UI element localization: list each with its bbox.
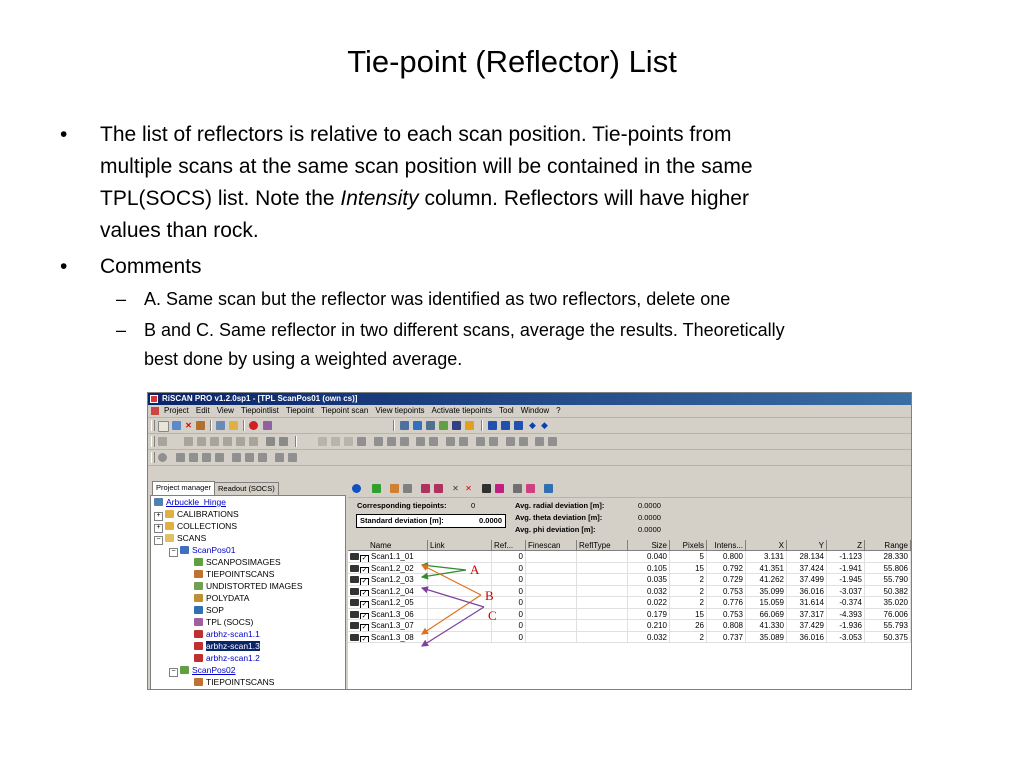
bullet-dot: •	[60, 255, 68, 278]
active-checkbox[interactable]: ✓	[361, 578, 368, 585]
tree-node-tpl-socs[interactable]: TPL (SOCS)	[194, 616, 253, 628]
tool-icon[interactable]	[476, 437, 485, 446]
view-icon-5[interactable]	[452, 421, 461, 430]
tool-icon[interactable]	[266, 437, 275, 446]
tool-icon[interactable]	[421, 484, 430, 493]
scan-icon	[194, 654, 203, 662]
tool-icon[interactable]	[288, 453, 297, 462]
column-header-pixels[interactable]: Pixels	[670, 540, 707, 551]
cell-pixels: 2	[670, 586, 707, 598]
cell-y: 37.499	[787, 574, 827, 586]
cell-pixels: 15	[670, 563, 707, 575]
corr-tiepoints-value: 0	[471, 501, 476, 510]
cell-z: -0.374	[827, 597, 865, 609]
tool-icon[interactable]	[215, 453, 224, 462]
tool-icon[interactable]	[197, 437, 206, 446]
tiepoint-list-pane	[348, 481, 911, 690]
column-header-name[interactable]: Name	[348, 540, 428, 551]
sop-icon	[194, 606, 203, 614]
menu-item-tiepoint-scan[interactable]: Tiepoint scan	[321, 406, 369, 415]
cell-text: Scan1.2_03	[371, 575, 414, 584]
view-icon-3[interactable]	[426, 421, 435, 430]
tree-node-scan-1-2[interactable]: arbhz-scan1.2	[194, 652, 260, 664]
cell-pixels: 2	[670, 574, 707, 586]
tool-icon[interactable]	[232, 453, 241, 462]
project-manager-pane	[150, 481, 346, 690]
column-header-ref[interactable]: Ref...	[492, 540, 526, 551]
cell-range: 35.020	[865, 597, 911, 609]
tool-icon[interactable]	[275, 453, 284, 462]
view-icon-1[interactable]	[400, 421, 409, 430]
tiepointscans-icon	[194, 678, 203, 686]
tree-node-scan-1-1[interactable]: arbhz-scan1.1	[194, 628, 260, 640]
menu-item-view[interactable]: View	[216, 406, 234, 415]
deviation-info-panel	[348, 498, 911, 540]
cell-ref: 0	[492, 586, 526, 598]
annotation-label-a: A	[470, 562, 480, 577]
tree-node-project[interactable]: Arbuckle_Hinge	[154, 496, 226, 508]
view-icon-6[interactable]	[465, 421, 474, 430]
cell-ref: 0	[492, 597, 526, 609]
bullet-text-line	[100, 183, 990, 215]
app-icon	[150, 395, 158, 403]
cell-x: 41.262	[746, 574, 787, 586]
tool-icon[interactable]	[318, 437, 327, 446]
cell-x: 3.131	[746, 551, 787, 563]
tool-icon[interactable]	[459, 437, 468, 446]
tool-icon[interactable]	[506, 437, 515, 446]
active-checkbox[interactable]: ✓	[361, 624, 368, 631]
tool-icon[interactable]	[158, 437, 167, 446]
cell-pixels: 15	[670, 609, 707, 621]
cell-pixels: 5	[670, 551, 707, 563]
active-checkbox[interactable]: ✓	[361, 612, 368, 620]
tree-node-scanposimages[interactable]: SCANPOSIMAGES	[194, 556, 281, 568]
std-deviation-label: Standard deviation [m]:	[360, 516, 444, 525]
tool-icon[interactable]	[258, 453, 267, 462]
tool-icon[interactable]	[189, 453, 198, 462]
new-icon[interactable]	[158, 421, 169, 432]
layout-icon-2[interactable]	[501, 421, 510, 430]
scan-icon	[194, 630, 203, 638]
active-checkbox[interactable]: ✓	[361, 566, 368, 574]
cell-intens: 0.808	[707, 620, 746, 632]
tool-icon[interactable]	[223, 437, 232, 446]
cell-intens: 0.737	[707, 632, 746, 644]
menu-item-help[interactable]: ?	[556, 406, 561, 415]
toolbar-3	[148, 450, 911, 466]
cell-z: -1.936	[827, 620, 865, 632]
tool-icon[interactable]	[344, 437, 353, 446]
active-checkbox[interactable]: ✓	[361, 635, 368, 643]
cell-ref: 0	[492, 609, 526, 621]
arrow-c-1	[422, 588, 484, 607]
cell-intens: 0.753	[707, 609, 746, 621]
tool-icon[interactable]	[429, 437, 438, 446]
tool-icon[interactable]	[416, 437, 425, 446]
std-deviation-box	[356, 514, 506, 528]
delete-icon[interactable]: ✕	[452, 484, 459, 493]
collapse-icon[interactable]: −	[154, 536, 163, 545]
cell-size: 0.105	[628, 563, 670, 575]
phi-deviation-value: 0.0000	[638, 525, 661, 534]
tool-icon[interactable]	[184, 437, 193, 446]
view-icon-4[interactable]	[439, 421, 448, 430]
flag-icon[interactable]	[482, 484, 491, 493]
cell-range: 76.006	[865, 609, 911, 621]
tiepoint-table	[348, 540, 911, 690]
folder-icon	[165, 510, 174, 518]
tool-icon[interactable]	[176, 453, 185, 462]
sub-bullet-item	[60, 285, 990, 314]
cell-pixels: 2	[670, 597, 707, 609]
cell-x: 15.059	[746, 597, 787, 609]
toolbar-1	[148, 418, 911, 434]
polydata-icon	[194, 594, 203, 602]
cell-y: 31.614	[787, 597, 827, 609]
bullet-item	[60, 251, 990, 283]
cell-pixels: 26	[670, 620, 707, 632]
cell-text: Scan1.2_02	[371, 563, 414, 573]
cell-z: -1.941	[827, 563, 865, 575]
arrow-a-1	[422, 565, 466, 570]
column-header-range[interactable]: Range	[865, 540, 911, 551]
column-header-refltype[interactable]: ReflType	[577, 540, 628, 551]
bullet-item	[60, 119, 990, 247]
cell-ref: 0	[492, 551, 526, 563]
tool-icon[interactable]	[245, 453, 254, 462]
cell-range: 55.793	[865, 620, 911, 632]
active-checkbox[interactable]: ✓	[361, 601, 368, 608]
tool-icon[interactable]	[279, 437, 288, 446]
cell-x: 41.330	[746, 620, 787, 632]
cell-ref: 0	[492, 563, 526, 575]
cell-x: 35.089	[746, 632, 787, 644]
cell-ref: 0	[492, 620, 526, 632]
cell-size: 0.179	[628, 609, 670, 621]
active-checkbox[interactable]: ✓	[361, 589, 368, 597]
menu-item-activate-tiepoints[interactable]: Activate tiepoints	[431, 406, 493, 415]
cell-ref: 0	[492, 574, 526, 586]
view-icon-2[interactable]	[413, 421, 422, 430]
cell-ref: 0	[492, 632, 526, 644]
cell-y: 37.424	[787, 563, 827, 575]
column-header-finescan[interactable]: Finescan	[526, 540, 577, 551]
cell-size: 0.022	[628, 597, 670, 609]
cell-text: Scan1.1_01	[371, 552, 414, 561]
expand-icon[interactable]: +	[154, 524, 163, 533]
delete-all-icon[interactable]: ✕	[465, 484, 472, 493]
cell-z: -1.123	[827, 551, 865, 563]
menu-item-project[interactable]: Project	[164, 406, 189, 415]
cell-text: Scan1.3_08	[371, 632, 414, 642]
tool-icon[interactable]	[403, 484, 412, 493]
bullet-text-part: column. Reflectors will have higher	[418, 187, 749, 210]
tool-icon[interactable]	[489, 437, 498, 446]
tree-node-scanpos02[interactable]: − ScanPos02	[169, 664, 235, 676]
window-title: RiSCAN PRO v1.2.0sp1 - [TPL ScanPos01 (own cs)]	[162, 394, 358, 403]
bullet-text: Comments	[100, 255, 202, 278]
annotation-label-c: C	[488, 608, 497, 623]
cell-size: 0.040	[628, 551, 670, 563]
column-header-link[interactable]: Link	[428, 540, 492, 551]
tool-icon[interactable]	[548, 437, 557, 446]
tree-node-scans[interactable]: − SCANS	[154, 532, 206, 544]
layout-icon-3[interactable]	[514, 421, 523, 430]
column-header-y[interactable]: Y	[787, 540, 827, 551]
cell-intens: 0.776	[707, 597, 746, 609]
tool-icon[interactable]	[202, 453, 211, 462]
column-header-size[interactable]: Size	[628, 540, 670, 551]
tool-icon[interactable]	[374, 437, 383, 446]
images-icon	[194, 558, 203, 566]
folder-icon	[165, 522, 174, 530]
tool-icon[interactable]	[513, 484, 522, 493]
refresh-icon[interactable]	[372, 484, 381, 493]
scanner-icon	[180, 666, 189, 674]
app-screenshot	[147, 392, 912, 690]
column-header-z[interactable]: Z	[827, 540, 865, 551]
sub-bullet-text: best done by using a weighted average.	[144, 349, 463, 369]
cell-x: 41.351	[746, 563, 787, 575]
cell-size: 0.032	[628, 586, 670, 598]
tool-icon[interactable]	[519, 437, 528, 446]
cell-z: -3.053	[827, 632, 865, 644]
system-menu-icon[interactable]	[151, 407, 159, 415]
cell-y: 28.134	[787, 551, 827, 563]
cell-intens: 0.753	[707, 586, 746, 598]
cell-x: 35.099	[746, 586, 787, 598]
tiepoint-list-icon	[194, 618, 203, 626]
properties-icon[interactable]	[216, 421, 225, 430]
tree-node-collections[interactable]: + COLLECTIONS	[154, 520, 237, 532]
bullet-text-part: TPL(SOCS) list. Note the	[100, 187, 341, 210]
sub-bullet-item	[60, 316, 990, 374]
scanner-icon	[180, 546, 189, 554]
tab-readout-socs[interactable]: Readout (SOCS)	[214, 482, 279, 495]
menu-item-tiepoint[interactable]: Tiepoint	[285, 406, 315, 415]
back-arrow-icon[interactable]: ◆	[529, 420, 536, 430]
cell-range: 50.375	[865, 632, 911, 644]
collapse-icon[interactable]: −	[169, 668, 178, 677]
images-icon	[194, 582, 203, 590]
sub-bullet-text: A. Same scan but the reflector was identified as two reflectors, delete one	[144, 289, 731, 309]
tool-icon[interactable]	[331, 437, 340, 446]
toolbar-2	[148, 434, 911, 450]
tool-icon[interactable]	[249, 437, 258, 446]
menu-item-tiepointlist[interactable]: Tiepointlist	[240, 406, 279, 415]
tree-node-calibrations[interactable]: + CALIBRATIONS	[154, 508, 239, 520]
bullet-dot: •	[60, 123, 68, 146]
radial-deviation-value: 0.0000	[638, 501, 661, 510]
project-tree	[150, 495, 346, 690]
cell-size: 0.210	[628, 620, 670, 632]
cell-y: 37.429	[787, 620, 827, 632]
theta-deviation-label: Avg. theta deviation [m]:	[515, 513, 603, 522]
menu-item-view-tiepoints[interactable]: View tiepoints	[375, 406, 425, 415]
intensity-emphasis: Intensity	[340, 187, 419, 210]
annotation-overlay	[348, 540, 911, 690]
column-header-x[interactable]: X	[746, 540, 787, 551]
tool-icon[interactable]	[387, 437, 396, 446]
tool-icon[interactable]	[535, 437, 544, 446]
tool-icon[interactable]	[495, 484, 504, 493]
project-icon	[154, 498, 163, 506]
tools-icon[interactable]	[196, 421, 205, 430]
cell-range: 28.330	[865, 551, 911, 563]
cell-pixels: 2	[670, 632, 707, 644]
cell-intens: 0.800	[707, 551, 746, 563]
close-icon[interactable]: ✕	[185, 421, 192, 430]
tool-icon[interactable]	[357, 437, 366, 446]
tool-icon[interactable]	[434, 484, 443, 493]
stop-icon[interactable]	[249, 421, 258, 430]
tool-icon[interactable]	[446, 437, 455, 446]
sub-bullet-dash: –	[116, 289, 127, 309]
tool-icon[interactable]	[526, 484, 535, 493]
bullet-text-line: multiple scans at the same scan position will be contained in the same	[100, 155, 753, 178]
cell-x: 66.069	[746, 609, 787, 621]
tree-node-sop[interactable]: SOP	[194, 604, 224, 616]
tree-node-undistorted-images[interactable]: UNDISTORTED IMAGES	[194, 580, 303, 592]
cell-z: -3.037	[827, 586, 865, 598]
expand-icon[interactable]: +	[154, 512, 163, 521]
std-deviation-value: 0.0000	[479, 516, 502, 525]
info-icon[interactable]	[158, 453, 167, 462]
annotation-label-b: B	[485, 588, 494, 603]
cell-size: 0.032	[628, 632, 670, 644]
bullet-text-line: values than rock.	[100, 219, 259, 242]
menu-item-tool[interactable]: Tool	[499, 406, 514, 415]
tool-icon[interactable]	[544, 484, 553, 493]
scan-icon	[194, 642, 203, 650]
sub-bullet-text: B and C. Same reflector in two different scans, average the results. Theoretically	[144, 320, 785, 340]
menu-item-window[interactable]: Window	[520, 406, 550, 415]
folder-icon[interactable]	[229, 421, 238, 430]
menu-bar	[148, 405, 911, 418]
cell-range: 50.382	[865, 586, 911, 598]
corr-tiepoints-label: Corresponding tiepoints:	[357, 501, 447, 510]
cell-z: -1.945	[827, 574, 865, 586]
radial-deviation-label: Avg. radial deviation [m]:	[515, 501, 605, 510]
cell-range: 55.806	[865, 563, 911, 575]
layout-icon-1[interactable]	[488, 421, 497, 430]
theta-deviation-value: 0.0000	[638, 513, 661, 522]
bullet-list	[60, 119, 990, 374]
cell-text: Scan1.3_06	[371, 609, 414, 619]
cell-intens: 0.729	[707, 574, 746, 586]
window-title-bar	[148, 393, 911, 405]
cell-text: Scan1.2_05	[371, 598, 414, 607]
tree-node-tiepointscans[interactable]: TIEPOINTSCANS	[194, 568, 274, 580]
open-project-icon[interactable]	[172, 421, 181, 430]
cell-text: Scan1.3_07	[371, 621, 414, 630]
tab-project-manager[interactable]: Project manager	[152, 481, 215, 495]
cell-y: 36.016	[787, 586, 827, 598]
tree-node-tiepointscans-2[interactable]: TIEPOINTSCANS	[194, 676, 274, 688]
eraser-icon[interactable]	[263, 421, 272, 430]
tool-icon[interactable]	[210, 437, 219, 446]
cell-range: 55.790	[865, 574, 911, 586]
active-checkbox[interactable]: ✓	[361, 555, 368, 562]
tree-node-scanpos01[interactable]: − ScanPos01	[169, 544, 235, 556]
phi-deviation-label: Avg. phi deviation [m]:	[515, 525, 596, 534]
collapse-icon[interactable]: −	[169, 548, 178, 557]
cell-text: Scan1.2_04	[371, 586, 414, 596]
column-header-intens[interactable]: Intens...	[707, 540, 746, 551]
tiepointscans-icon	[194, 570, 203, 578]
slide-title: Tie-point (Reflector) List	[347, 44, 677, 79]
tool-icon[interactable]	[236, 437, 245, 446]
tree-node-scan-1-3[interactable]: arbhz-scan1.3	[194, 640, 260, 652]
info-icon[interactable]	[352, 484, 361, 493]
sub-bullet-dash: –	[116, 320, 127, 340]
cell-intens: 0.792	[707, 563, 746, 575]
find-reflectors-icon[interactable]	[390, 484, 399, 493]
folder-open-icon	[165, 534, 174, 542]
tree-node-polydata[interactable]: POLYDATA	[194, 592, 249, 604]
tool-icon[interactable]	[400, 437, 409, 446]
cell-y: 37.317	[787, 609, 827, 621]
menu-item-edit[interactable]: Edit	[195, 406, 210, 415]
tpl-toolbar	[348, 481, 911, 498]
cell-size: 0.035	[628, 574, 670, 586]
cell-y: 36.016	[787, 632, 827, 644]
cell-z: -4.393	[827, 609, 865, 621]
forward-arrow-icon[interactable]: ◆	[541, 420, 548, 430]
bullet-text-line: The list of reflectors is relative to each scan position. Tie-points from	[100, 123, 732, 146]
